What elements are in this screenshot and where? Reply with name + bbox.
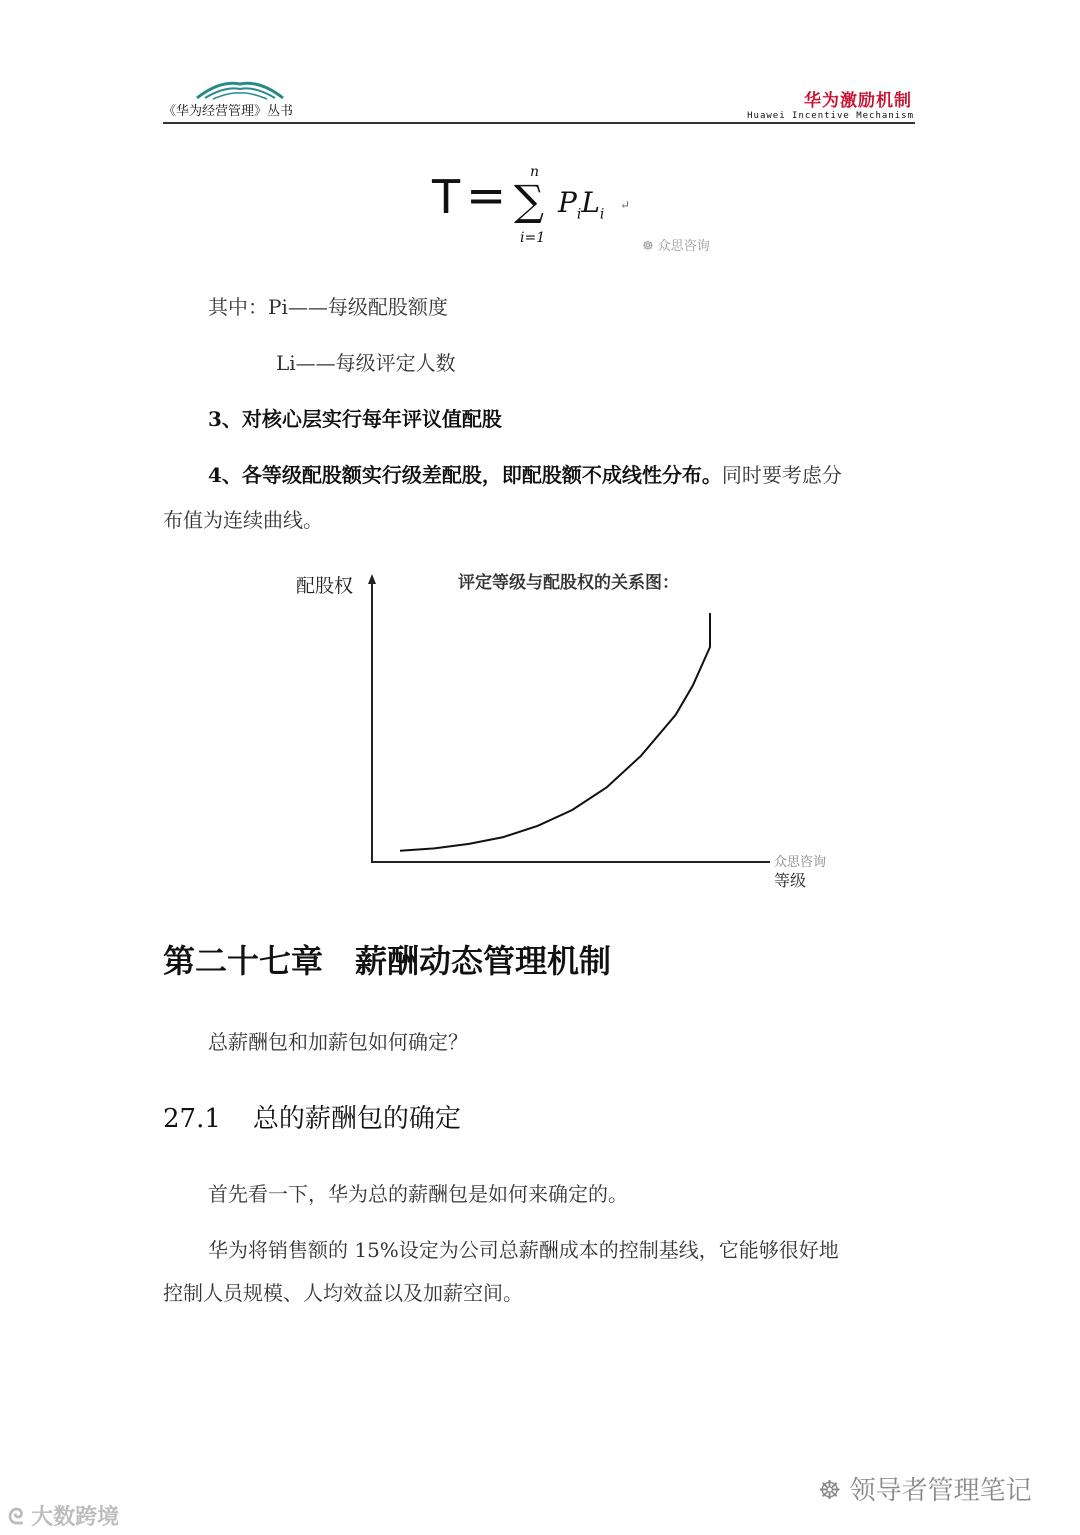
chart-watermark: 众思咨询 bbox=[774, 855, 827, 870]
section-title: 总的薪酬包的确定 bbox=[252, 1104, 461, 1134]
series-title: 《华为经营管理》丛书 bbox=[163, 104, 294, 119]
chapter-title: 第二十七章 薪酬动态管理机制 bbox=[163, 942, 612, 980]
section-para-2-line2: 控制人员规模、人均效益以及加薪空间。 bbox=[163, 1281, 523, 1305]
chart-series-line bbox=[400, 613, 710, 851]
definition-li: Li——每级评定人数 bbox=[276, 351, 456, 375]
point-3: 3、对核心层实行每年评议值配股 bbox=[208, 407, 502, 431]
chart-title: 评定等级与配股权的关系图： bbox=[458, 573, 679, 593]
footer-right-watermark: ☸ 领导者管理笔记 bbox=[818, 1476, 1032, 1506]
section-para-2-line1: 华为将销售额的 15%设定为公司总薪酬成本的控制基线，它能够很好地 bbox=[208, 1238, 839, 1262]
formula-watermark: ☸ 众思咨询 bbox=[642, 239, 710, 254]
watermark-left-icon: ᘓ bbox=[8, 1505, 24, 1530]
watermark-icon: ☸ bbox=[642, 239, 654, 254]
formula-lhs: T bbox=[432, 170, 461, 224]
book-title: 华为激励机制 bbox=[804, 91, 912, 111]
formula-return-mark: ↵ bbox=[620, 198, 631, 212]
point-4: 4、各等级配股额实行级差配股，即配股额不成线性分布。同时要考虑分 bbox=[208, 463, 842, 487]
point-4-line2: 布值为连续曲线。 bbox=[163, 508, 323, 532]
chart-y-arrow bbox=[368, 574, 376, 584]
formula-sum-lower: i=1 bbox=[520, 230, 546, 246]
chart-ylabel: 配股权 bbox=[296, 575, 354, 597]
formula-sum-upper: n bbox=[530, 164, 540, 180]
section-number: 27.1 bbox=[163, 1104, 221, 1134]
footer-left-watermark: ᘓ 大数跨境 bbox=[8, 1505, 120, 1530]
formula-body: $P_iL_i$ bbox=[558, 186, 605, 223]
definition-pi: 其中：Pi——每级配股额度 bbox=[208, 295, 448, 319]
section-heading bbox=[163, 1098, 461, 1135]
formula-equals: = bbox=[466, 168, 507, 224]
chart-xlabel: 等级 bbox=[774, 871, 807, 890]
series-logo-icon bbox=[195, 78, 285, 102]
book-subtitle: Huawei Incentive Mechanism bbox=[747, 111, 914, 121]
chapter-intro: 总薪酬包和加薪包如何确定？ bbox=[208, 1030, 468, 1054]
header-divider bbox=[163, 122, 915, 124]
rank-share-chart bbox=[280, 560, 860, 900]
wechat-icon: ☸ bbox=[818, 1476, 842, 1506]
section-para-1: 首先看一下，华为总的薪酬包是如何来确定的。 bbox=[208, 1182, 628, 1206]
formula-sigma: ∑ bbox=[514, 176, 544, 225]
